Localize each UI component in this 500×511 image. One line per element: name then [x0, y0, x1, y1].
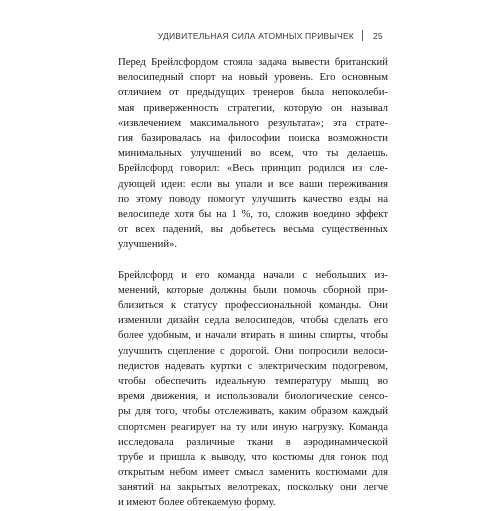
text-line: велосипеде хотя бы на 1 %, то, сложив воедино эффект [118, 207, 388, 220]
text-line: изменили дизайн седла велосипедов, чтобы сделать его [118, 314, 388, 327]
text-line: велосипедный спорт на новый уровень. Его основным [118, 71, 388, 84]
text-line: Брейлсфорд и его команда начали с небольших из- [118, 268, 388, 281]
paragraph-1 [118, 55, 388, 252]
text-line: время движения, и использовали биологические сенсо- [118, 390, 388, 403]
text-line: и имеют более обтекаемую форму. [118, 496, 276, 509]
text-line: близиться к статусу профессиональной команды. Они [118, 299, 388, 311]
text-line: занятий на закрытых велотреках, поскольку они легче [118, 481, 388, 494]
text-line: менений, которые должны были помочь сборной при- [118, 283, 388, 296]
text-line: исследовала различные ткани в аэродинамической [118, 435, 388, 448]
text-line: «извлечением максимального результата»; эта страте- [118, 116, 388, 129]
text-line: от всех падений, вы добьетесь весьма существенных [118, 223, 388, 236]
text-line: мая приверженность стратегии, которую он называл [118, 101, 388, 114]
text-line: спортсмен реагирует на ту или иную нагрузку. Команда [118, 420, 388, 433]
page-number: 25 [373, 31, 383, 41]
text-line: по этому поводу помогут улучшить качество езды на [118, 192, 388, 205]
text-line: Перед Брейлсфордом стояла задача вывести британский [118, 56, 388, 68]
text-line: отличием от предыдущих тренеров была непоколеби- [118, 86, 388, 99]
text-line: минимальных улучшений во всем, что ты делаешь. [118, 147, 388, 160]
text-line: педистов надевать куртки с электрическим подогревом, [118, 359, 388, 372]
text-line: улучшений». [118, 238, 178, 251]
paragraph-2 [118, 268, 388, 511]
running-head-separator [362, 30, 363, 41]
text-line: Брейлсфорд говорил: «Весь принцип родился из сле- [118, 162, 388, 175]
running-head [0, 31, 500, 45]
text-line: дующей идеи: если вы упали и все ваши переживания [118, 177, 388, 190]
text-line: более удобным, и начали втирать в шины спирты, чтобы [118, 329, 388, 342]
paragraph-gap [118, 252, 388, 267]
running-head-title: УДИВИТЕЛЬНАЯ СИЛА АТОМНЫХ ПРИВЫЧЕК [157, 31, 354, 41]
text-line: чтобы обеспечить идеальную температуру мышц во [118, 374, 388, 387]
text-line: улучшить сцепление с дорогой. Они попросили велоси- [118, 344, 388, 357]
text-line: гия базировалась на философии поиска возможности [118, 131, 388, 144]
text-line: трубе и пришла к выводу, что костюмы для гонок под [118, 450, 388, 463]
text-line: открытым небом имеет смысл заменить костюмами для [118, 466, 388, 479]
text-line: ры для того, чтобы отслеживать, каким образом каждый [118, 405, 388, 418]
body-text [118, 55, 388, 511]
